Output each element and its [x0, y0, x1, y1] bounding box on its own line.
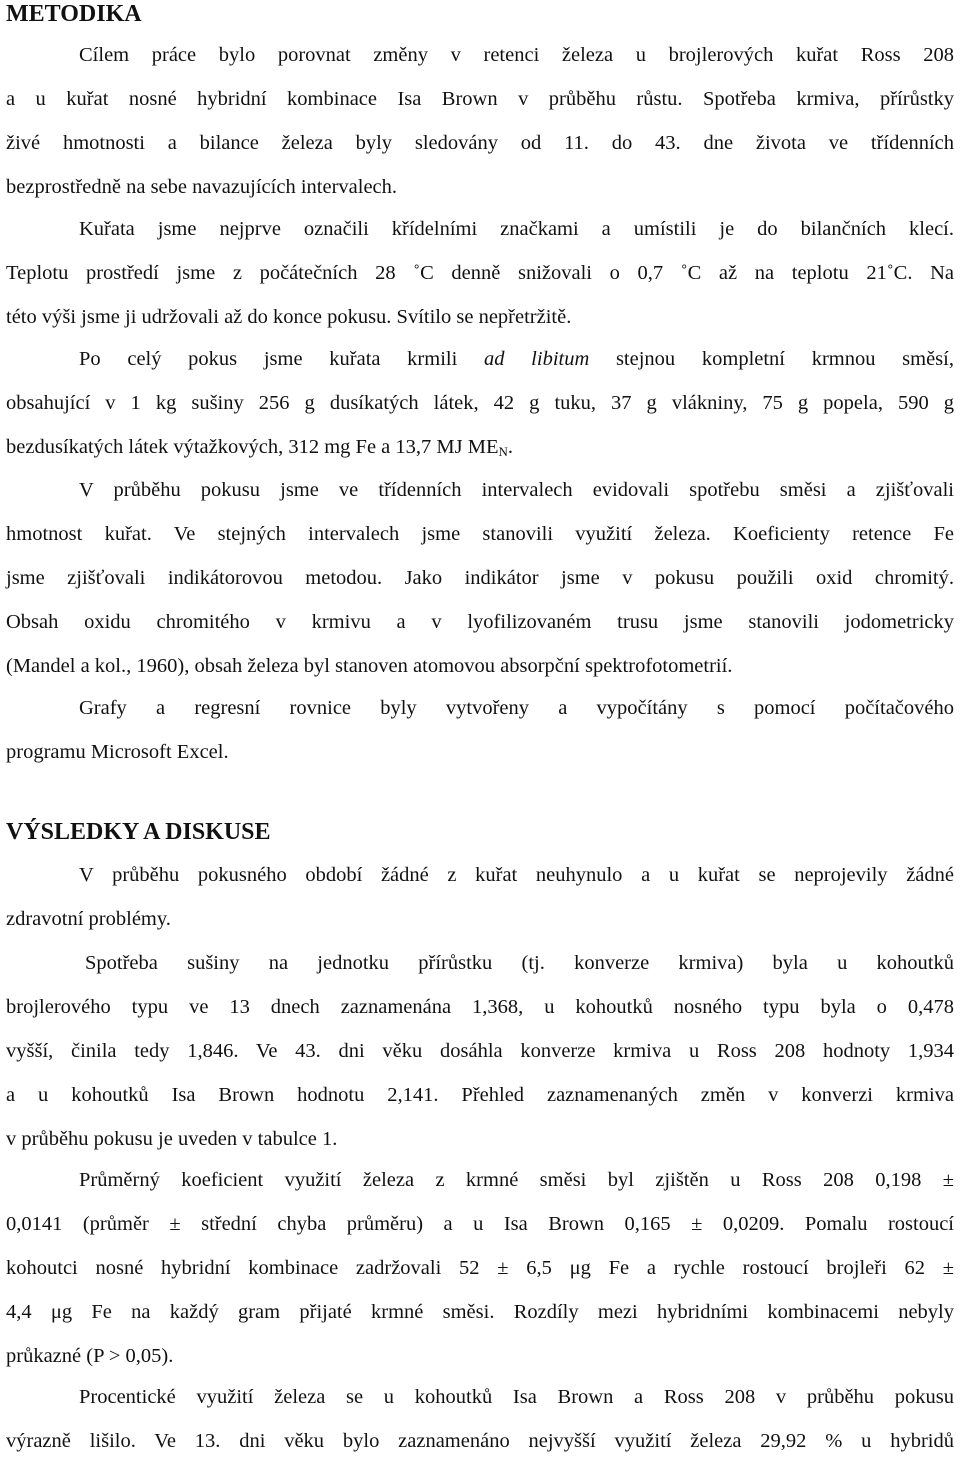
methods-paragraph-4 — [6, 468, 954, 688]
methods-paragraph-2 — [6, 207, 954, 339]
text-segment: Po celý pokus jsme kuřata krmili — [79, 348, 484, 370]
text-line: Teplotu prostředí jsme z počátečních 28 ˚C denně snižovali o 0,7 ˚C až na teplotu 21˚C. Na — [6, 262, 954, 284]
text-line: Kuřata jsme nejprve označili křídelními značkami a umístili je do bilančních klecí. — [79, 218, 954, 240]
text-line: Grafy a regresní rovnice byly vytvořeny a vypočítány s pomocí počítačového — [79, 697, 954, 719]
text-line: výrazně lišilo. Ve 13. dni věku bylo zaznamenáno nejvyšší využití železa 29,92 % u hybridů — [6, 1430, 954, 1452]
text-line: 0,0141 (průměr ± střední chyba průměru) a u Isa Brown 0,165 ± 0,0209. Pomalu rostoucí — [6, 1213, 954, 1235]
text-line: zdravotní problémy. — [6, 908, 171, 930]
text-line: této výši jsme ji udržovali až do konce pokusu. Svítilo se nepřetržitě. — [6, 306, 572, 328]
text-line: vyšší, činila tedy 1,846. Ve 43. dni věku dosáhla konverze krmiva u Ross 208 hodnoty 1,934 — [6, 1040, 954, 1062]
text-line: a u kuřat nosné hybridní kombinace Isa Brown v průběhu růstu. Spotřeba krmiva, přírůstky — [6, 88, 954, 110]
text-line: jsme zjišťovali indikátorovou metodou. Jako indikátor jsme v pokusu použili oxid chromitý. — [6, 567, 954, 589]
results-paragraph-2 — [6, 941, 954, 1161]
text-line: Průměrný koeficient využití železa z krmné směsi byl zjištěn u Ross 208 0,198 ± — [79, 1169, 954, 1191]
text-line — [6, 425, 954, 469]
text-line: obsahující v 1 kg sušiny 256 g dusíkatých látek, 42 g tuku, 37 g vlákniny, 75 g popela, 590 g — [6, 392, 954, 414]
results-paragraph-4 — [6, 1375, 954, 1460]
text-line: 4,4 μg Fe na každý gram přijaté krmné směsi. Rozdíly mezi hybridními kombinacemi nebyly — [6, 1301, 954, 1323]
text-line: a u kohoutků Isa Brown hodnotu 2,141. Přehled zaznamenaných změn v konverzi krmiva — [6, 1084, 954, 1106]
text-line: průkazné (P > 0,05). — [6, 1345, 174, 1367]
text-line: kohoutci nosné hybridní kombinace zadržovali 52 ± 6,5 μg Fe a rychle rostoucí brojleři 62 ± — [6, 1257, 954, 1279]
text-line: Procentické využití železa se u kohoutků Isa Brown a Ross 208 v průběhu pokusu — [79, 1386, 954, 1408]
text-segment: stejnou kompletní krmnou směsí, — [589, 348, 954, 370]
heading-vysledky-a-diskuse: VÝSLEDKY A DISKUSE — [6, 819, 271, 845]
text-line: (Mandel a kol., 1960), obsah železa byl stanoven atomovou absorpční spektrofotometrií. — [6, 655, 733, 677]
text-line: Obsah oxidu chromitého v krmivu a v lyofilizovaném trusu jsme stanovili jodometricky — [6, 611, 954, 633]
text-line: V průběhu pokusu jsme ve třídenních intervalech evidovali spotřebu směsi a zjišťovali — [79, 479, 954, 501]
text-line: živé hmotnosti a bilance železa byly sledovány od 11. do 43. dne života ve třídenních — [6, 132, 954, 154]
text-line: Cílem práce bylo porovnat změny v retenci železa u brojlerových kuřat Ross 208 — [79, 44, 954, 66]
text-line: hmotnost kuřat. Ve stejných intervalech jsme stanovili využití železa. Koeficienty retence Fe — [6, 523, 954, 545]
methods-paragraph-1 — [6, 33, 954, 209]
text-line: bezprostředně na sebe navazujících intervalech. — [6, 176, 398, 198]
methods-paragraph-5 — [6, 686, 954, 774]
italic-term: ad libitum — [483, 348, 590, 370]
heading-metodika: METODIKA — [6, 1, 142, 27]
text-line: v průběhu pokusu je uveden v tabulce 1. — [6, 1128, 338, 1150]
text-line: brojlerového typu ve 13 dnech zaznamenána 1,368, u kohoutků nosného typu byla o 0,478 — [6, 996, 954, 1018]
methods-paragraph-3 — [6, 337, 954, 469]
text-segment: bezdusíkatých látek výtažkových, 312 mg Fe a 13,7 MJ ME — [6, 436, 499, 458]
results-paragraph-1 — [6, 853, 954, 941]
text-line: programu Microsoft Excel. — [6, 741, 229, 763]
text-line: Spotřeba sušiny na jednotku přírůstku (tj. konverze krmiva) byla u kohoutků — [85, 952, 954, 974]
text-line: V průběhu pokusného období žádné z kuřat neuhynulo a u kuřat se neprojevily žádné — [79, 864, 954, 886]
text-segment: . — [507, 436, 513, 458]
subscript: N — [498, 444, 508, 459]
results-paragraph-3 — [6, 1158, 954, 1378]
text-line — [6, 337, 954, 381]
